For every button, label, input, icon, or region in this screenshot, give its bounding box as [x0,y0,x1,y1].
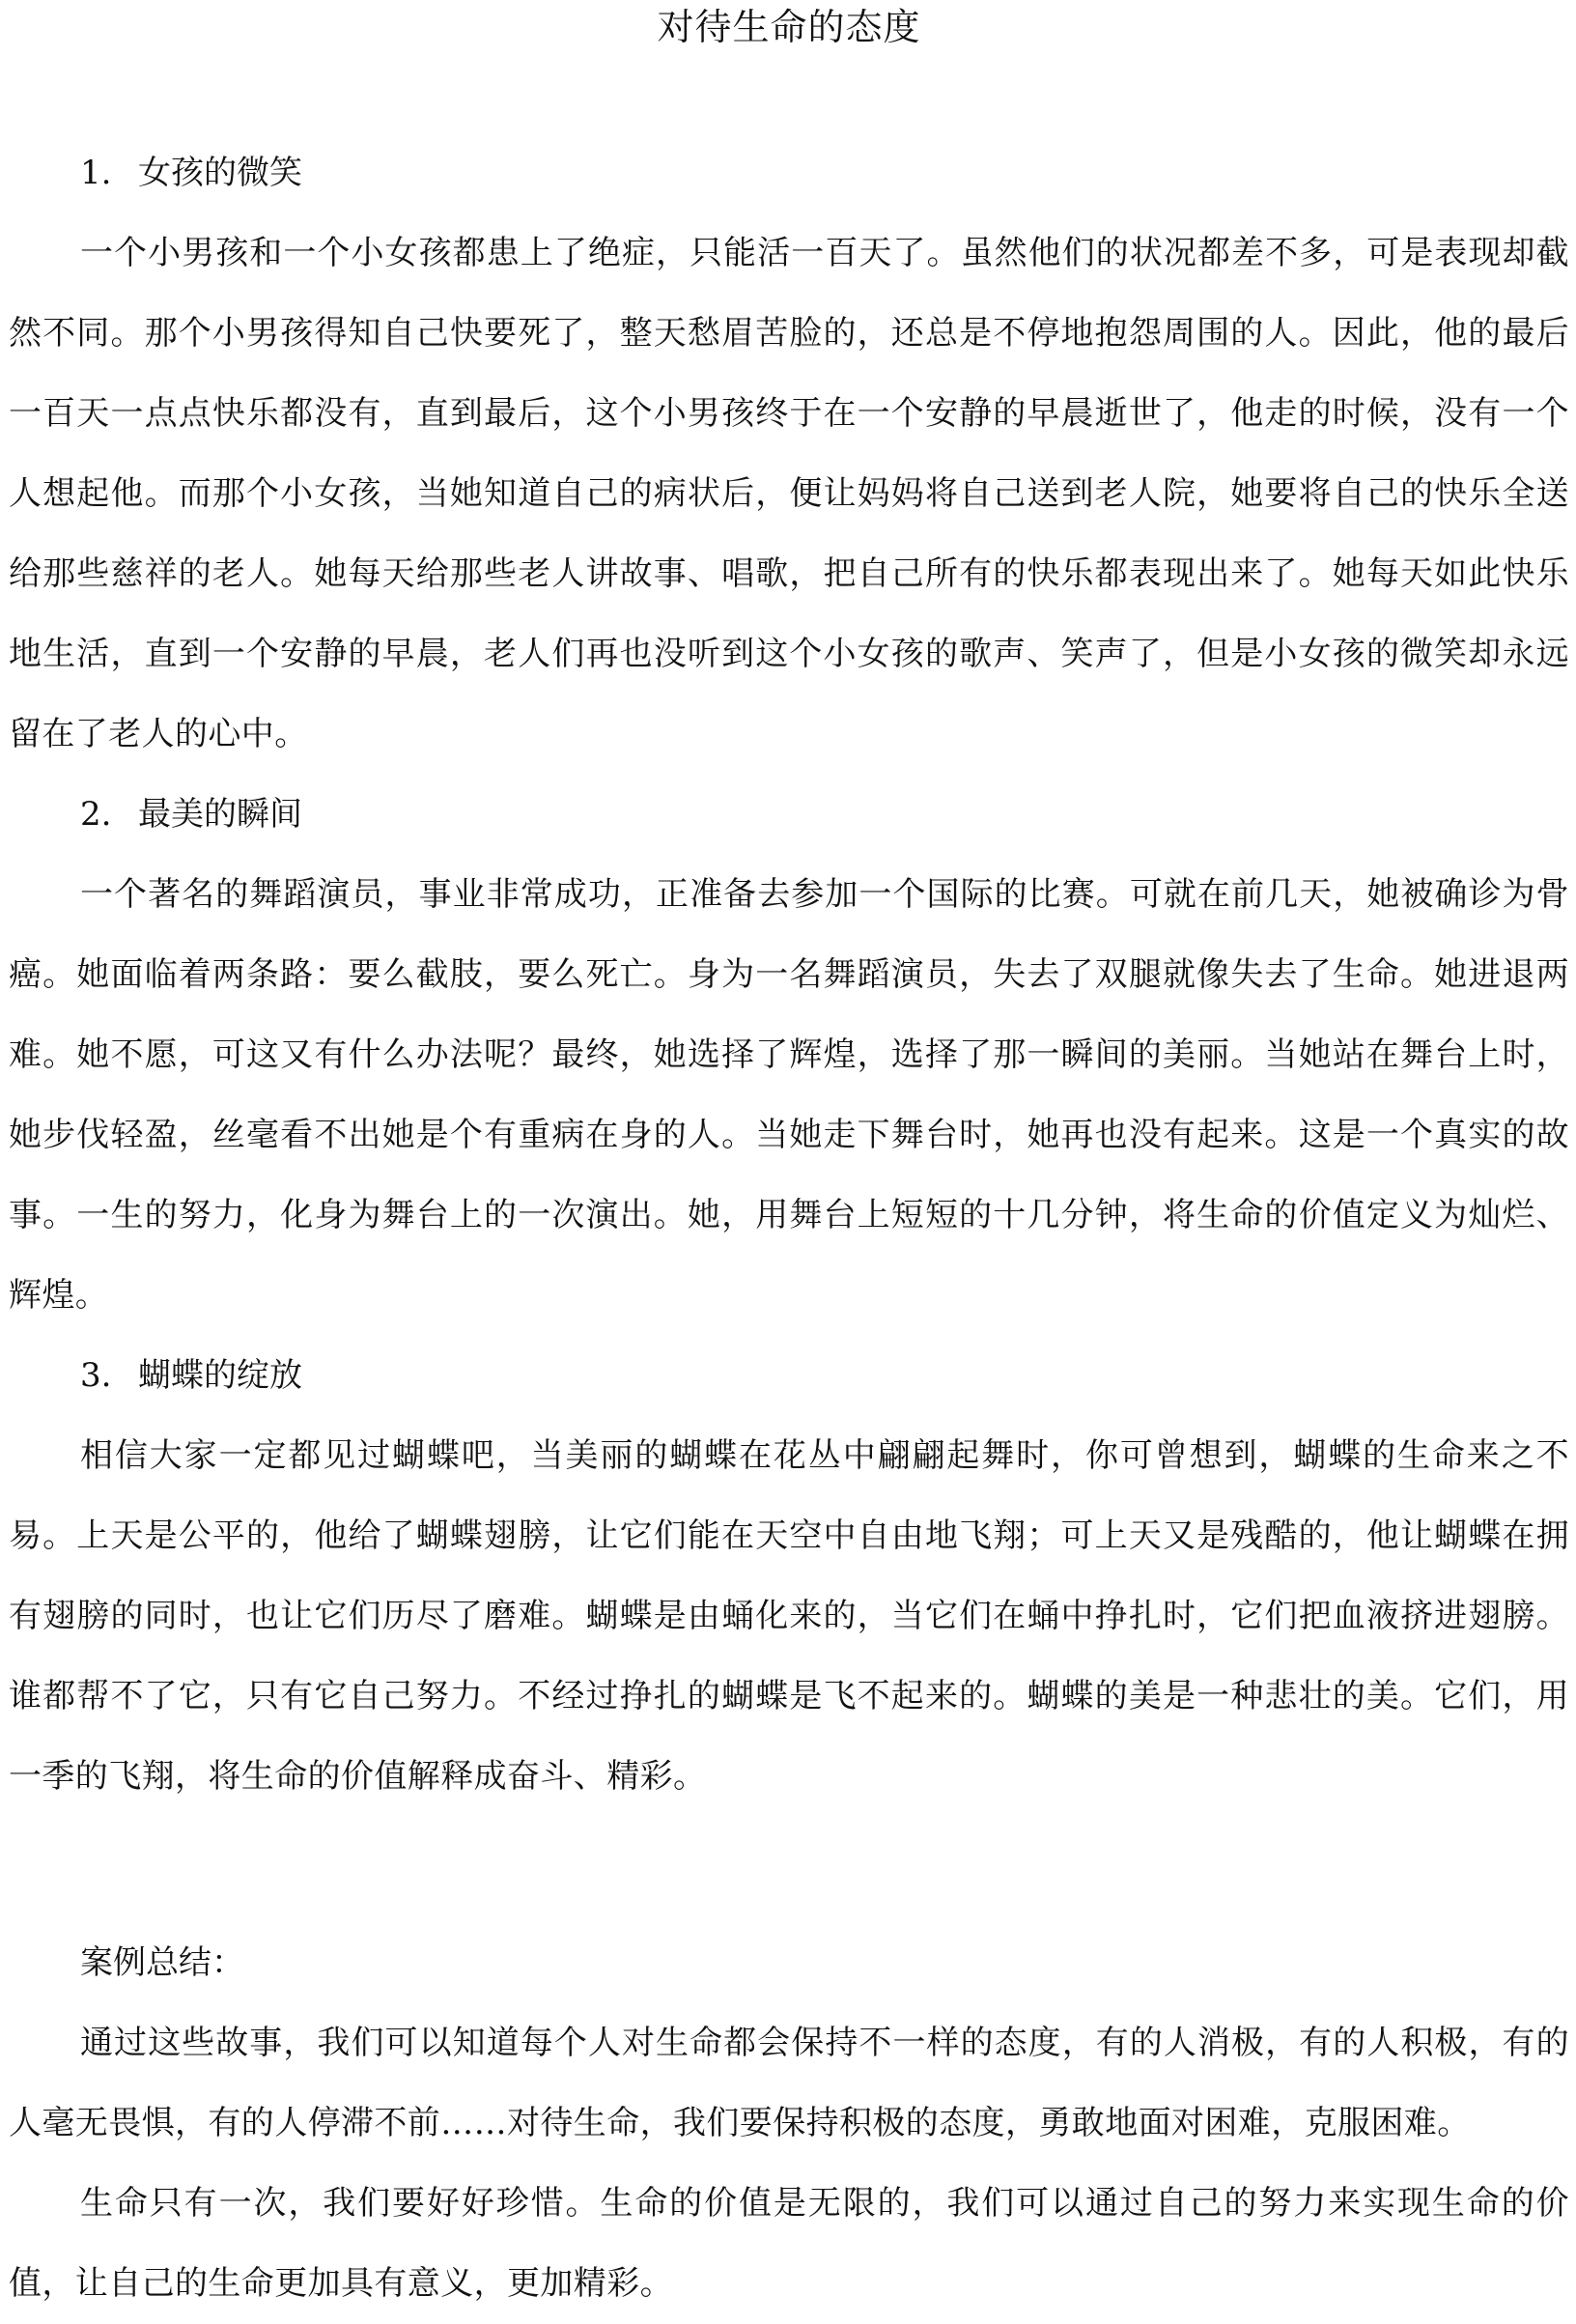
document-title: 对待生命的态度 [657,6,921,48]
summary-heading: 案例总结： [80,1943,244,1982]
section-title: 最美的瞬间 [138,795,302,834]
section-body: 一个著名的舞蹈演员，事业非常成功，正准备去参加一个国际的比赛。可就在前几天，她被确诊为骨癌。她面临着两条路：要么截肢，要么死亡。身为一名舞蹈演员，失去了双腿就像失去了生命。她进退两难。她不愿，可这又有什么办法呢？最终，她选择了辉煌，选择了那一瞬间的美丽。当她站在舞台上时，她步伐轻盈，丝毫看不出她是个有重病在身的人。当她走下舞台时，她再也没有起来。这是一个真实的故事。一生的努力，化身为舞台上的一次演出。她，用舞台上短短的十几分钟，将生命的价值定义为灿烂、辉煌。 [9,875,1569,1315]
section-number: 2. [80,795,112,834]
section-girls-smile [9,133,1569,775]
section-heading [9,1336,1569,1416]
section-title: 女孩的微笑 [138,154,302,192]
case-summary [9,1923,1569,2324]
section-butterfly-bloom [9,1336,1569,1817]
section-heading [9,775,1569,855]
section-body: 相信大家一定都见过蝴蝶吧，当美丽的蝴蝶在花丛中翩翩起舞时，你可曾想到，蝴蝶的生命来之不易。上天是公平的，他给了蝴蝶翅膀，让它们能在天空中自由地飞翔；可上天又是残酷的，他让蝴蝶在拥有翅膀的同时，也让它们历尽了磨难。蝴蝶是由蛹化来的，当它们在蛹中挣扎时，它们把血液挤进翅膀。谁都帮不了它，只有它自己努力。不经过挣扎的蝴蝶是飞不起来的。蝴蝶的美是一种悲壮的美。它们，用一季的飞翔，将生命的价值解释成奋斗、精彩。 [9,1436,1569,1796]
section-most-beautiful-moment [9,775,1569,1336]
section-title: 蝴蝶的绽放 [138,1356,302,1395]
section-body: 一个小男孩和一个小女孩都患上了绝症，只能活一百天了。虽然他们的状况都差不多，可是表现却截然不同。那个小男孩得知自己快要死了，整天愁眉苦脸的，还总是不停地抱怨周围的人。因此，他的最后一百天一点点快乐都没有，直到最后，这个小男孩终于在一个安静的早晨逝世了，他走的时候，没有一个人想起他。而那个小女孩，当她知道自己的病状后，便让妈妈将自己送到老人院，她要将自己的快乐全送给那些慈祥的老人。她每天给那些老人讲故事、唱歌，把自己所有的快乐都表现出来了。她每天如此快乐地生活，直到一个安静的早晨，老人们再也没听到这个小女孩的歌声、笑声了，但是小女孩的微笑却永远留在了老人的心中。 [9,234,1569,753]
summary-paragraph: 通过这些故事，我们可以知道每个人对生命都会保持不一样的态度，有的人消极，有的人积极，有的人毫无畏惧，有的人停滞不前……对待生命，我们要保持积极的态度，勇敢地面对困难，克服困难。 [9,2024,1569,2142]
summary-paragraph: 生命只有一次，我们要好好珍惜。生命的价值是无限的，我们可以通过自己的努力来实现生命的价值，让自己的生命更加具有意义，更加精彩。 [9,2184,1569,2303]
section-number: 3. [80,1356,112,1395]
section-heading [9,133,1569,213]
section-number: 1. [80,154,112,192]
